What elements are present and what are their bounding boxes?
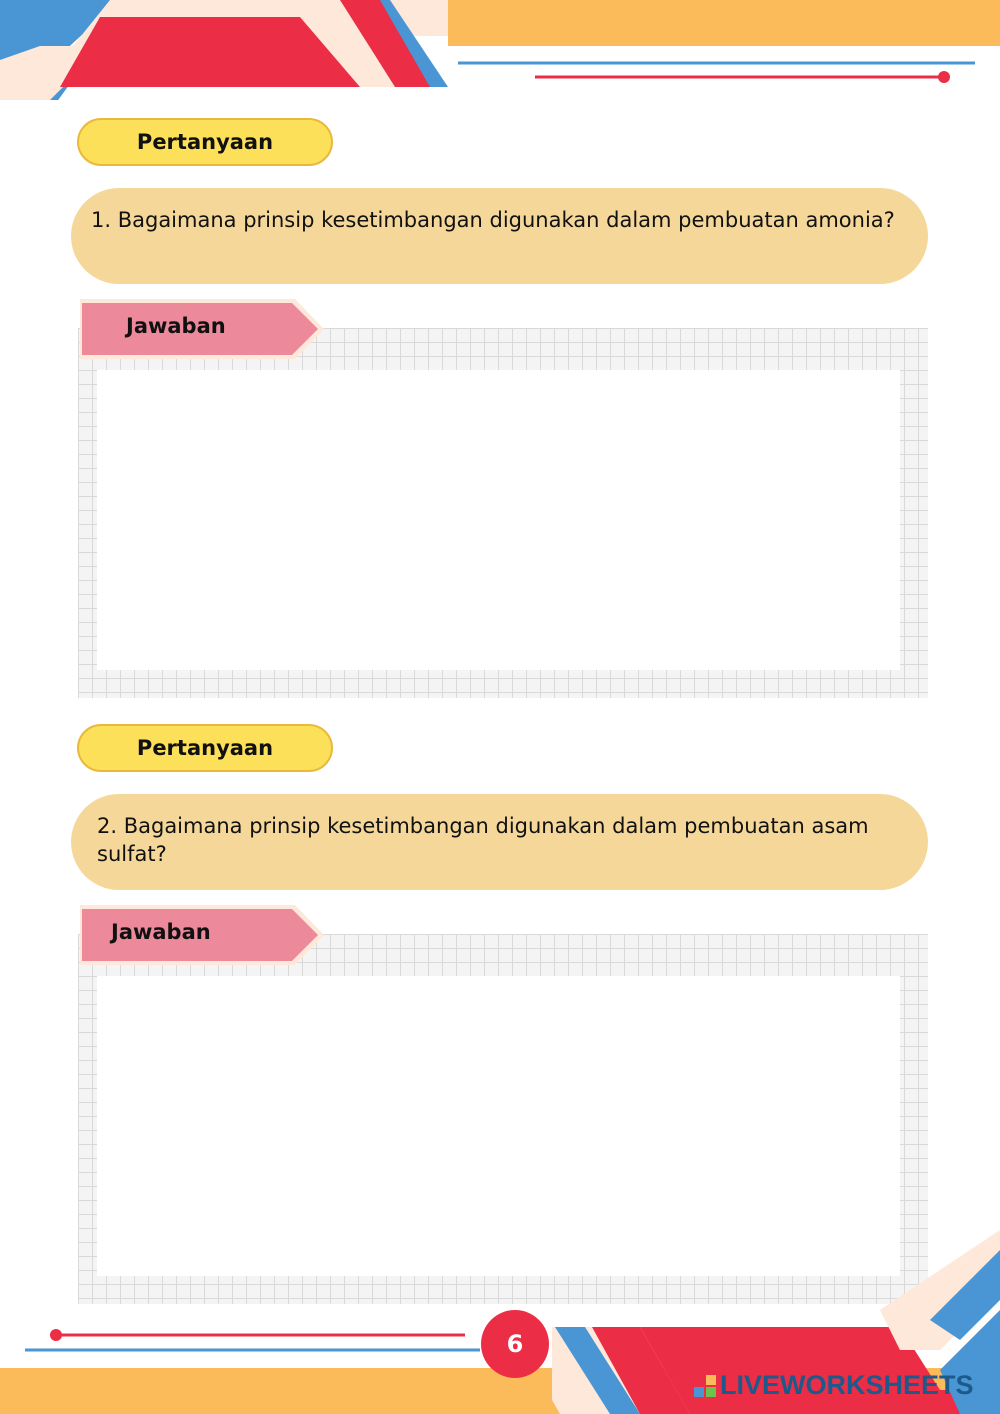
- answer-tab-label-1: Jawaban: [126, 314, 226, 338]
- liveworksheets-logo: [694, 1370, 974, 1401]
- question-label-1: Pertanyaan: [77, 118, 333, 166]
- header-decoration: [0, 0, 1000, 100]
- answer-tab-label-2: Jawaban: [111, 920, 211, 944]
- question-text-2: 2. Bagaimana prinsip kesetimbangan digunakan dalam pembuatan asam sulfat?: [71, 794, 928, 890]
- answer-area-1[interactable]: [97, 370, 900, 670]
- page-number: 6: [481, 1310, 549, 1378]
- brand-grid-icon: [694, 1375, 716, 1397]
- question-text-1: 1. Bagaimana prinsip kesetimbangan digunakan dalam pembuatan amonia?: [71, 188, 928, 284]
- question-label-2: Pertanyaan: [77, 724, 333, 772]
- brand-text: LIVEWORKSHEETS: [720, 1370, 974, 1400]
